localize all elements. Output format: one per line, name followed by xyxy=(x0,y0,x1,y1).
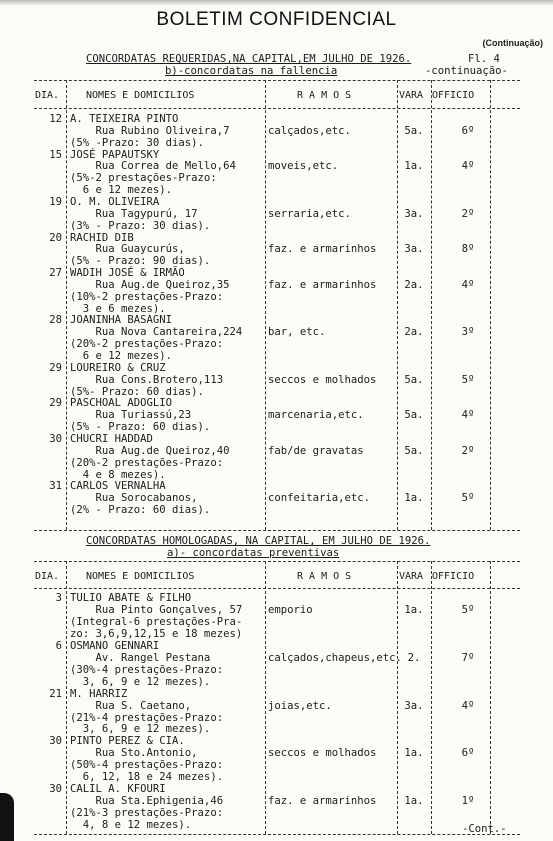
entry-detail: (20%-2 prestações-Prazo: xyxy=(70,456,224,469)
scan-top-edge xyxy=(0,0,553,6)
entry-detail: 6 e 12 mezes). xyxy=(70,350,173,362)
entry-officio: 1º xyxy=(461,795,475,808)
entry-detail: 3, 6, 9 e 12 mezes). xyxy=(70,675,211,688)
scan-ink-blot xyxy=(0,793,14,841)
entry-name: JOSÉ PAPAUTSKY xyxy=(70,148,160,161)
entry-name: M. HARRIZ xyxy=(70,687,128,700)
entry-name: A. TEIXEIRA PINTO xyxy=(70,113,179,125)
entry-ramo: marcenaria,etc. xyxy=(268,409,364,422)
entry-officio: 5º xyxy=(461,373,475,386)
entry-detail: 4, 8 e 12 mezes). xyxy=(70,819,192,832)
entry-detail: Rua Rubino Oliveira,7 xyxy=(70,124,230,137)
table2-col-line xyxy=(490,561,491,834)
entry-officio: 2º xyxy=(461,444,475,457)
continuation-note-bottom: -Cont.- xyxy=(462,823,507,835)
table1-header-rule xyxy=(34,108,520,109)
entry-name: TULIO ABATE & FILHO xyxy=(70,592,192,604)
entry-detail: (21%-3 prestações-Prazo: xyxy=(70,807,224,820)
entry-detail: Rua Sto.Antonio, xyxy=(70,747,198,760)
table1-col-officio: OFFICIO xyxy=(432,90,475,101)
entry-detail: Rua Sorocabanos, xyxy=(70,492,198,505)
page-label: Fl. 4 xyxy=(468,53,500,65)
table1-bottom-rule xyxy=(34,530,520,531)
entry-name: PINTO PEREZ & CIA. xyxy=(70,735,185,748)
table2-col-ramos: R A M O S xyxy=(297,571,352,582)
continuation-note-top: (Continuação) xyxy=(482,38,543,48)
entry-detail: Rua Aug.de Queiroz,40 xyxy=(70,444,230,457)
table1-col-line xyxy=(66,80,67,530)
table1-col-ramos: R A M O S xyxy=(297,90,352,101)
entry-officio: 2º xyxy=(461,207,475,220)
table2-col-dia: DIA. xyxy=(35,571,60,582)
entry-ramo: faz. e armarinhos xyxy=(268,795,377,808)
entry-detail: (50%-4 prestações-Prazo: xyxy=(70,759,224,772)
table1-col-line xyxy=(265,80,266,530)
entry-detail: 3, 6, 9 e 12 mezes). xyxy=(70,723,211,736)
entry-day: 29 xyxy=(49,397,62,410)
entry-name: WADIH JOSÉ & IRMÃO xyxy=(70,267,185,280)
entry-ramo: seccos e molhados xyxy=(268,747,377,760)
entry-detail: Rua Aug.de Queiroz,35 xyxy=(70,278,230,291)
entry-vara: 3a. xyxy=(404,699,424,712)
entry-ramo: faz. e armarinhos xyxy=(268,243,377,256)
entry-officio: 4º xyxy=(461,409,475,422)
entry-detail: Rua Nova Cantareira,224 xyxy=(70,326,243,339)
table1-col-nomes: NOMES E DOMICILIOS xyxy=(86,90,195,101)
entry-detail: (5% - Prazo: 90 dias). xyxy=(70,255,211,268)
entry-vara: 2. xyxy=(407,651,421,664)
entry-ramo: joias,etc. xyxy=(268,699,332,712)
table1-col-line xyxy=(431,80,432,530)
entry-detail: (3% - Prazo: 30 dias). xyxy=(70,219,211,232)
entry-officio: 6º xyxy=(461,747,475,760)
entry-detail: (5%-2 prestações-Prazo: xyxy=(70,172,217,185)
entry-day: 12 xyxy=(49,113,62,125)
entry-day: 15 xyxy=(49,148,62,161)
section1-subheading: b)-concordatas na fallencia xyxy=(165,65,338,77)
entry-detail: (21%-4 prestações-Prazo: xyxy=(70,711,224,724)
entry-name: LOUREIRO & CRUZ xyxy=(70,361,166,374)
entry-name: CHUCRI HADDAD xyxy=(70,432,153,445)
table2-col-line xyxy=(431,561,432,834)
table2-top-rule xyxy=(34,561,520,562)
entry-ramo: calçados,chapeus,etc. xyxy=(268,651,402,664)
entry-ramo: bar, etc. xyxy=(268,326,326,339)
entry-name: CARLOS VERNALHA xyxy=(70,480,166,493)
table1-top-rule xyxy=(34,80,520,81)
entry-detail: (5% - Prazo: 60 dias). xyxy=(70,421,211,434)
entry-detail: Rua Cons.Brotero,113 xyxy=(70,373,224,386)
entry-vara: 5a. xyxy=(404,444,424,457)
entry-name: O. M. OLIVEIRA xyxy=(70,195,160,208)
entry-officio: 5º xyxy=(461,603,475,616)
entry-day: 29 xyxy=(49,361,62,374)
entry-detail: Rua Tagypurú, 17 xyxy=(70,207,198,220)
entry-day: 19 xyxy=(49,195,62,208)
entry-detail: (2% - Prazo: 60 dias). xyxy=(70,504,211,517)
entry-detail: (5%- Prazo: 60 dias). xyxy=(70,385,204,398)
table1-col-vara: VARA xyxy=(399,90,424,101)
entry-day: 28 xyxy=(49,314,62,327)
table2-col-line xyxy=(265,561,266,834)
entry-name: PASCHOAL ADOGLIO xyxy=(70,397,173,410)
entry-day: 30 xyxy=(49,783,62,796)
entry-detail: Rua Pinto Gonçalves, 57 xyxy=(70,603,243,616)
entry-detail: (Integral-6 prestações-Pra- xyxy=(70,615,243,628)
entry-detail: 6, 12, 18 e 24 mezes). xyxy=(70,771,224,784)
entry-officio: 5º xyxy=(461,492,475,505)
entry-detail: (5% -Prazo: 30 dias). xyxy=(70,136,204,149)
entry-name: OSMANO GENNARI xyxy=(70,639,160,652)
section2-subheading: a)- concordatas preventivas xyxy=(167,547,340,559)
entry-officio: 4º xyxy=(461,699,475,712)
entry-officio: 3º xyxy=(461,326,475,339)
entry-day: 3 xyxy=(55,592,62,604)
entry-detail: Rua S. Caetano, xyxy=(70,699,192,712)
entry-officio: 7º xyxy=(461,651,475,664)
entry-ramo: serraria,etc. xyxy=(268,207,351,220)
entry-day: 20 xyxy=(49,231,62,244)
entry-vara: 3a. xyxy=(404,207,424,220)
entry-vara: 1a. xyxy=(404,492,424,505)
entry-day: 21 xyxy=(49,687,62,700)
entry-detail: 3 e 6 mezes). xyxy=(70,302,166,315)
section2-heading: CONCORDATAS HOMOLOGADAS, NA CAPITAL, EM JULHO DE 1926. xyxy=(86,535,431,547)
entry-vara: 3a. xyxy=(404,243,424,256)
section1-heading: CONCORDATAS REQUERIDAS,NA CAPITAL,EM JULHO DE 1926. xyxy=(86,53,412,65)
entry-detail: (30%-4 prestações-Prazo: xyxy=(70,663,224,676)
entry-vara: 2a. xyxy=(404,278,424,291)
entry-day: 31 xyxy=(49,480,62,493)
table2-col-nomes: NOMES E DOMICILIOS xyxy=(86,571,195,582)
table2-header-rule xyxy=(34,588,520,589)
entry-officio: 4º xyxy=(461,160,475,173)
entry-detail: 6 e 12 mezes). xyxy=(70,184,173,197)
entry-vara: 1a. xyxy=(404,747,424,760)
entry-vara: 1a. xyxy=(404,160,424,173)
table2-bottom-rule xyxy=(34,834,520,835)
entry-detail: zo: 3,6,9,12,15 e 18 mezes) xyxy=(70,627,243,640)
entry-detail: Rua Correa de Mello,64 xyxy=(70,160,236,173)
table2-col-line xyxy=(66,561,67,834)
table2-col-officio: OFFICIO xyxy=(432,571,475,582)
document-title: BOLETIM CONFIDENCIAL xyxy=(156,9,397,30)
entry-officio: 8º xyxy=(461,243,475,256)
table2-col-vara: VARA xyxy=(399,571,424,582)
entry-ramo: faz. e armarinhos xyxy=(268,278,377,291)
table1-col-line xyxy=(490,80,491,530)
entry-day: 30 xyxy=(49,432,62,445)
entry-detail: Av. Rangel Pestana xyxy=(70,651,211,664)
entry-name: JOANINHA BASAGNI xyxy=(70,314,173,327)
entry-day: 30 xyxy=(49,735,62,748)
entry-ramo: moveis,etc. xyxy=(268,160,339,173)
table1-col-dia: DIA. xyxy=(35,90,60,101)
entry-vara: 5a. xyxy=(404,409,424,422)
entry-detail: Rua Sta.Ephigenia,46 xyxy=(70,795,224,808)
entry-ramo: confeitaria,etc. xyxy=(268,492,371,505)
entry-detail: (20%-2 prestações-Prazo: xyxy=(70,338,224,351)
section1-continuation: -continuação- xyxy=(425,65,508,77)
entry-detail: 4 e 8 mezes). xyxy=(70,468,166,481)
entry-vara: 5a. xyxy=(404,124,424,137)
entry-vara: 2a. xyxy=(404,326,424,339)
entry-ramo: seccos e molhados xyxy=(268,373,377,386)
entry-vara: 1a. xyxy=(404,795,424,808)
entry-detail: Rua Turiassú,23 xyxy=(70,409,192,422)
entry-detail: (10%-2 prestações-Prazo: xyxy=(70,290,224,303)
entry-officio: 4º xyxy=(461,278,475,291)
entry-vara: 5a. xyxy=(404,373,424,386)
entry-detail: Rua Guaycurús, xyxy=(70,243,185,256)
entry-officio: 6º xyxy=(461,124,475,137)
entry-ramo: fab/de gravatas xyxy=(268,444,364,457)
entry-ramo: emporio xyxy=(268,603,313,616)
entry-day: 6 xyxy=(55,639,62,652)
entry-vara: 1a. xyxy=(404,603,424,616)
table1-col-line xyxy=(397,80,398,530)
entry-name: RACHID DIB xyxy=(70,231,134,244)
entry-ramo: calçados,etc. xyxy=(268,124,351,137)
table2-col-line xyxy=(397,561,398,834)
entry-name: CALIL A. KFOURI xyxy=(70,783,166,796)
entry-day: 27 xyxy=(49,267,62,280)
